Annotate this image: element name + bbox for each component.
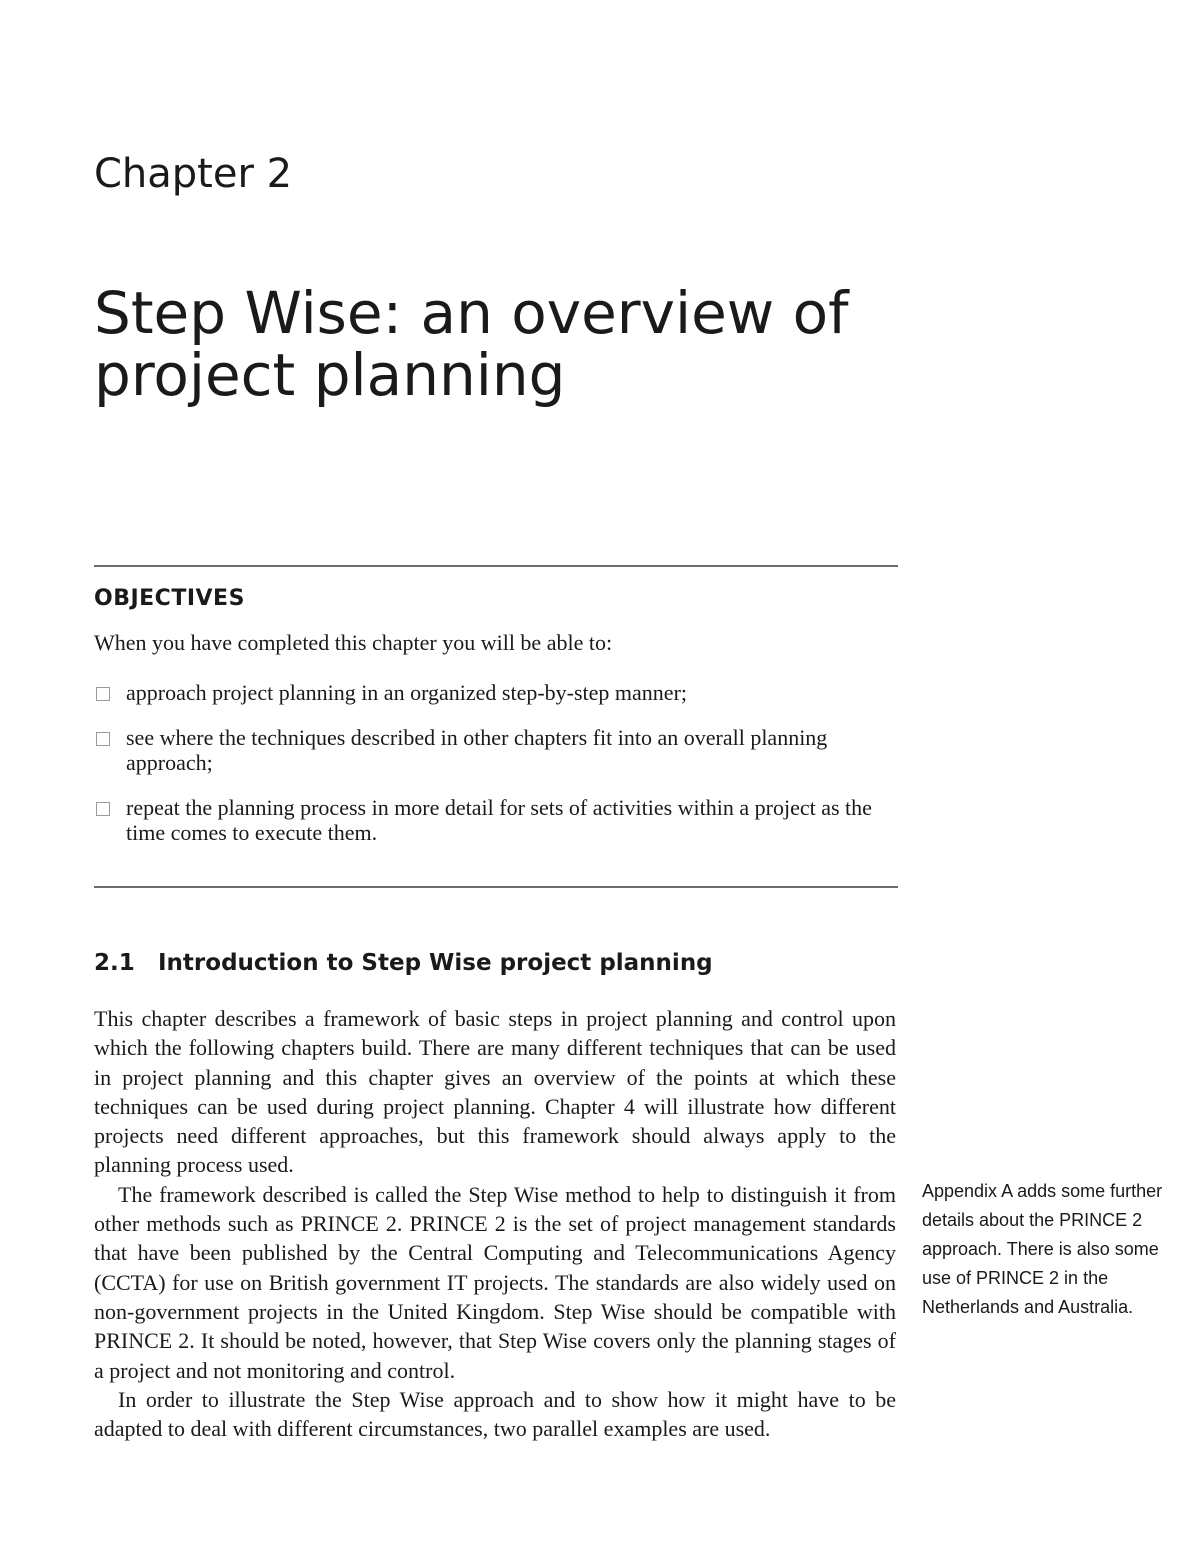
chapter-title: Step Wise: an overview of project planning bbox=[94, 279, 849, 409]
chapter-label: Chapter 2 bbox=[94, 151, 293, 197]
bullet-box-icon bbox=[96, 687, 110, 701]
objective-text: repeat the planning process in more detail for sets of activities within a project as the time comes to execute them. bbox=[126, 795, 872, 845]
objectives-intro: When you have completed this chapter you will be able to: bbox=[94, 630, 613, 655]
bullet-box-icon bbox=[96, 802, 110, 816]
objectives-heading: OBJECTIVES bbox=[94, 586, 245, 611]
body-paragraph: This chapter describes a framework of basic steps in project planning and control upon which the following chapters build. There are many different techniques that can be used in project planning and this chapter gives an overview of the points at which these techniques can be used during project planning. Chapter 4 will illustrate how different projects need different approaches, but this framework should always apply to the planning process used. bbox=[94, 1006, 896, 1178]
section-body bbox=[94, 1004, 896, 1443]
body-paragraph: The framework described is called the Step Wise method to help to distinguish it from other methods such as PRINCE 2. PRINCE 2 is the set of project management standards that have been published by the Central Computing and Telecommunications Agency (CCTA) for use on British government IT projects. The standards are also widely used on non-government projects in the United Kingdom. Step Wise should be compatible with PRINCE 2. It should be noted, however, that Step Wise covers only the planning stages of a project and not monitoring and control. bbox=[94, 1181, 896, 1383]
objectives-bottom-rule bbox=[94, 886, 898, 888]
objective-item bbox=[94, 680, 904, 705]
margin-note: Appendix A adds some further details about the PRINCE 2 approach. There is also some use of PRINCE 2 in the Netherlands and Australia. bbox=[922, 1181, 1163, 1317]
objective-item bbox=[94, 725, 904, 775]
objectives-list bbox=[94, 680, 904, 865]
section-number: 2.1 bbox=[94, 950, 135, 976]
objective-text: approach project planning in an organized step-by-step manner; bbox=[126, 680, 688, 705]
body-paragraph: In order to illustrate the Step Wise approach and to show how it might have to be adapted to deal with different circumstances, two parallel examples are used. bbox=[94, 1386, 896, 1442]
section-heading bbox=[94, 950, 713, 976]
objective-text: see where the techniques described in other chapters fit into an overall planning approach; bbox=[126, 725, 828, 775]
objective-item bbox=[94, 795, 904, 845]
bullet-box-icon bbox=[96, 732, 110, 746]
objectives-top-rule bbox=[94, 565, 898, 567]
section-title: Introduction to Step Wise project planning bbox=[158, 950, 713, 976]
